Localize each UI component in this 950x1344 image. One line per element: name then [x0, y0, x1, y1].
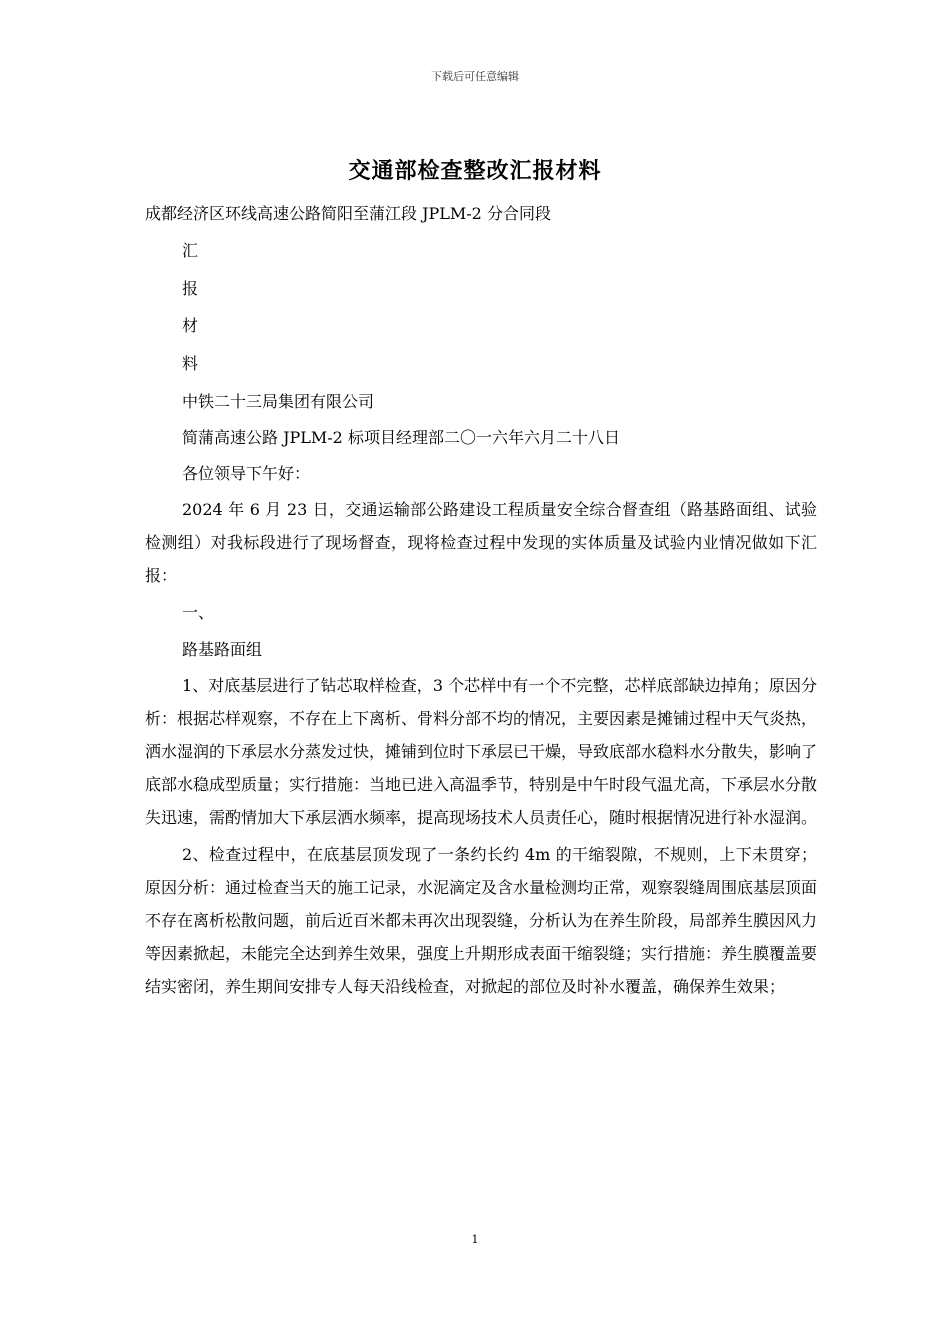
document-title: 交通部检查整改汇报材料: [348, 158, 602, 184]
company-name: 中铁二十三局集团有限公司: [182, 392, 375, 411]
intro-paragraph: 2024 年 6 月 23 日，交通运输部公路建设工程质量安全综合督查组（路基路面组、试验检测组）对我标段进行了现场督查，现将检查过程中发现的实体质量及试验内业情况做如下汇报：: [145, 500, 817, 585]
item-paragraph-2: 2、检查过程中，在底基层顶发现了一条约长约 4m 的干缩裂隙，不规则，上下未贯穿；原因分析：通过检查当天的施工记录，水泥滴定及含水量检测均正常，观察裂缝周围底基层顶面不存在离析松散问题，前后近百米都未再次出现裂缝，分析认为在养生阶段，局部养生膜因风力等因素掀起，未能完全达到养生效果，强度上升期形成表面干缩裂缝；实行措施：养生膜覆盖要结实密闭，养生期间安排专人每天沿线检查，对掀起的部位及时补水覆盖，确保养生效果；: [145, 845, 818, 996]
subtitle: 成都经济区环线高速公路简阳至蒲江段 JPLM-2 分合同段: [145, 204, 551, 223]
department-date: 简蒲高速公路 JPLM-2 标项目经理部二〇一六年六月二十八日: [182, 428, 620, 447]
page-number: 1: [471, 1233, 479, 1246]
header-note: 下载后可任意编辑: [431, 70, 519, 83]
document-body: [145, 197, 817, 1003]
greeting: 各位领导下午好：: [182, 464, 311, 483]
vertical-char: 材: [182, 316, 199, 335]
section-title: 路基路面组: [182, 640, 263, 659]
vertical-char: 报: [182, 278, 199, 298]
vertical-char: 汇: [182, 241, 199, 260]
vertical-char: 料: [182, 353, 199, 373]
vertical-title: [145, 232, 817, 382]
item-paragraph-1: 1、对底基层进行了钻芯取样检查，3 个芯样中有一个不完整，芯样底部缺边掉角；原因分析：根据芯样观察，不存在上下离析、骨料分部不均的情况，主要因素是摊铺过程中天气炎热，洒水湿润的下承层水分蒸发过快，摊铺到位时下承层已干燥，导致底部水稳料水分散失，影响了底部水稳成型质量；实行措施：当地已进入高温季节，特别是中午时段气温尤高，下承层水分散失迅速，需酌情加大下承层洒水频率，提高现场技术人员责任心，随时根据情况进行补水湿润。: [145, 676, 818, 827]
section-number: 一、: [182, 603, 215, 622]
